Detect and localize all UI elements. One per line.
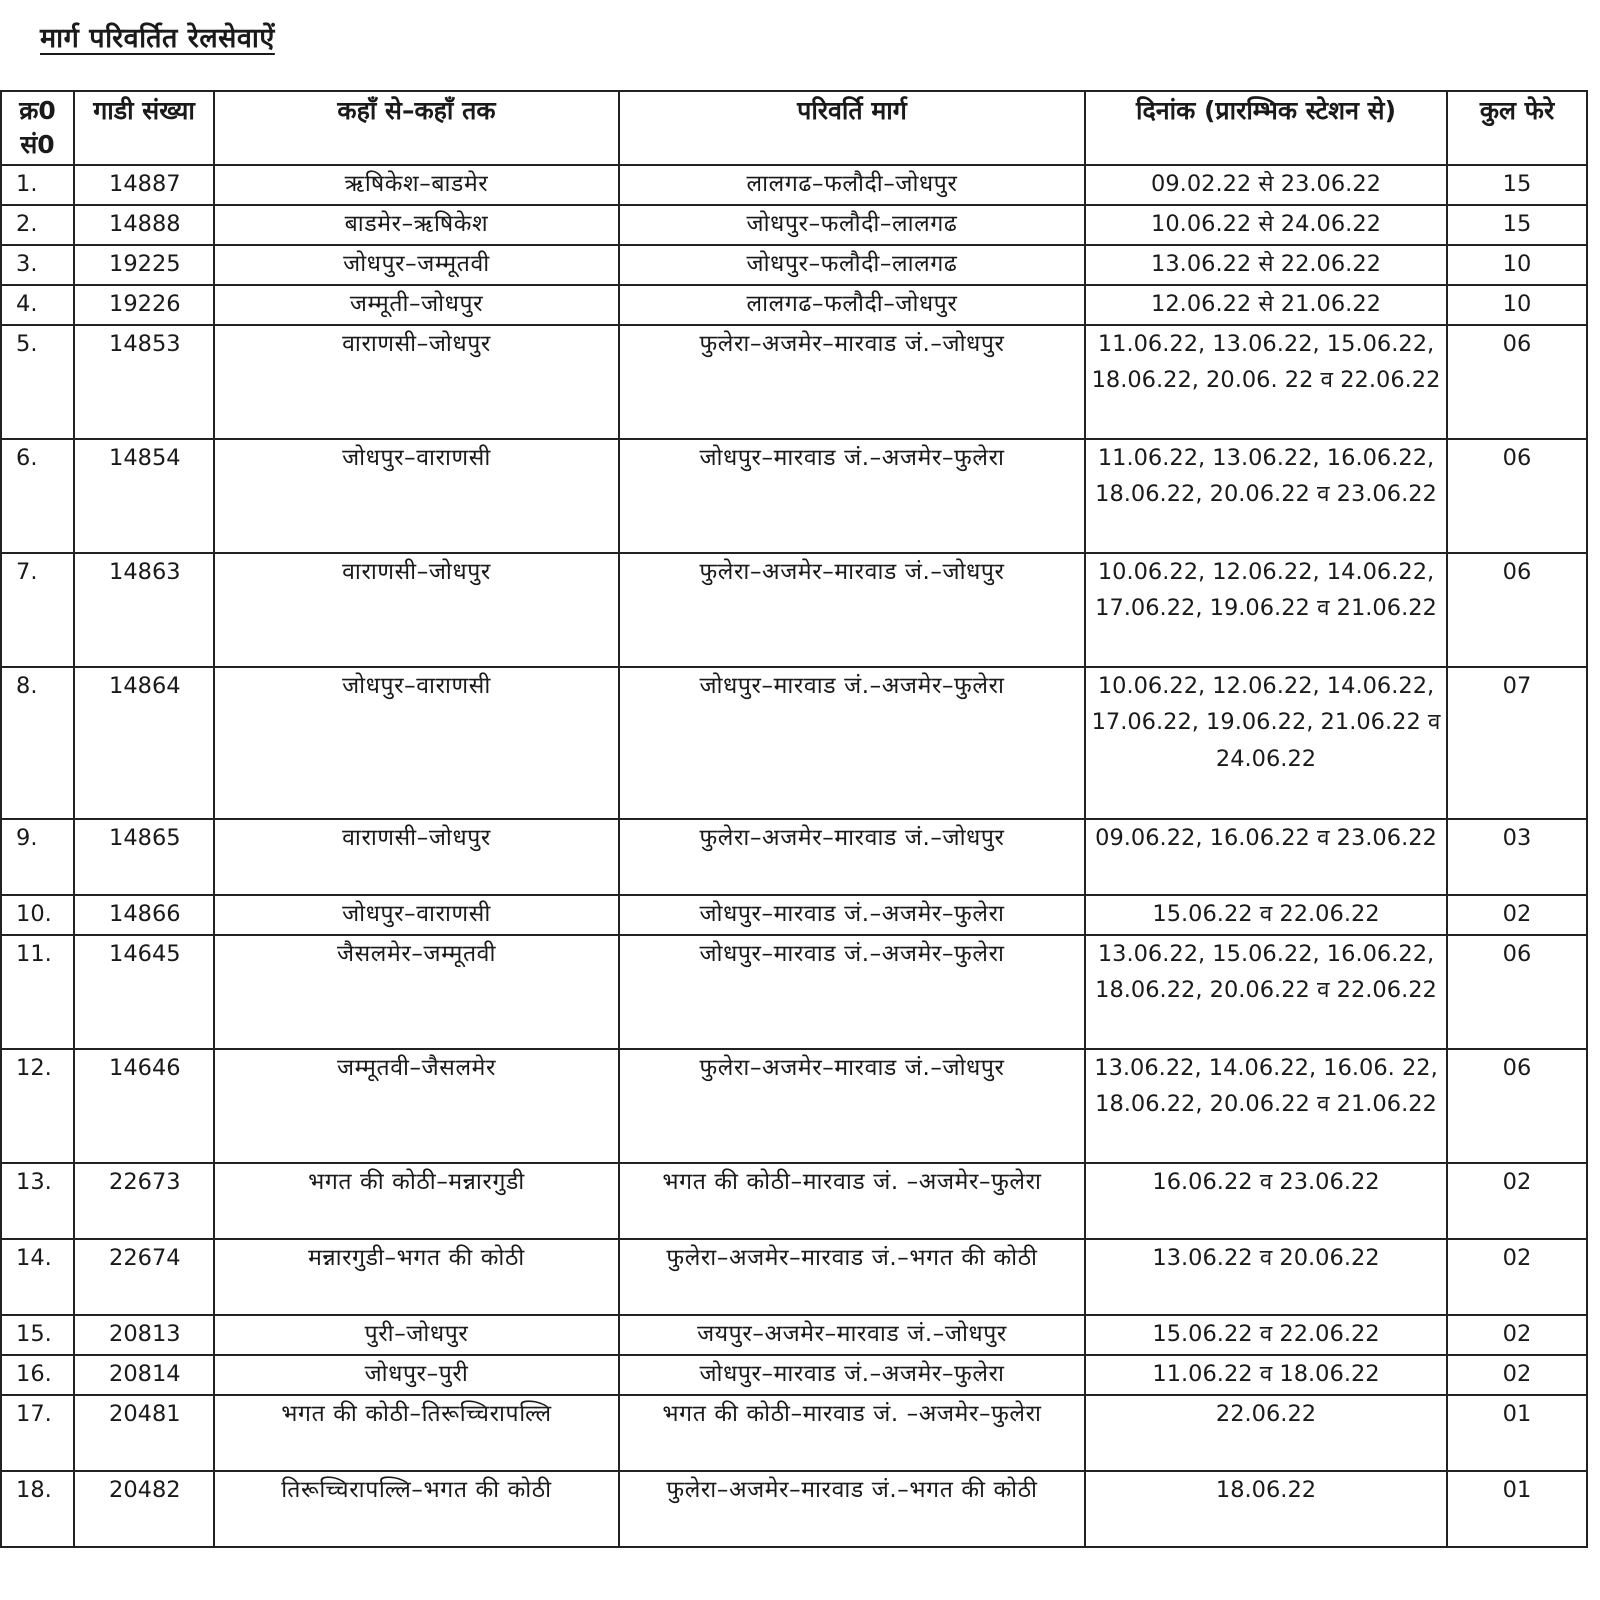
column-header-train-number: गाडी संख्या xyxy=(74,91,214,165)
table-row xyxy=(1,1163,1587,1239)
cell-dates: 16.06.22 व 23.06.22 xyxy=(1085,1163,1447,1239)
cell-route: जोधपुर–पुरी xyxy=(214,1355,619,1395)
table-row xyxy=(1,1315,1587,1355)
cell-route: जोधपुर–वाराणसी xyxy=(214,667,619,819)
cell-route: जैसलमेर–जम्मूतवी xyxy=(214,935,619,1049)
cell-total-trips: 15 xyxy=(1447,205,1587,245)
cell-diverted-route: फुलेरा–अजमेर–मारवाड जं.–भगत की कोठी xyxy=(619,1471,1085,1547)
cell-train-number: 14888 xyxy=(74,205,214,245)
cell-serial-number: 3. xyxy=(1,245,74,285)
cell-total-trips: 06 xyxy=(1447,439,1587,553)
cell-total-trips: 15 xyxy=(1447,165,1587,205)
cell-train-number: 14646 xyxy=(74,1049,214,1163)
column-header-total-trips: कुल फेरे xyxy=(1447,91,1587,165)
cell-dates: 11.06.22, 13.06.22, 16.06.22, 18.06.22, 20.06.22 व 23.06.22 xyxy=(1085,439,1447,553)
cell-serial-number: 10. xyxy=(1,895,74,935)
cell-serial-number: 7. xyxy=(1,553,74,667)
cell-train-number: 22674 xyxy=(74,1239,214,1315)
cell-dates: 11.06.22 व 18.06.22 xyxy=(1085,1355,1447,1395)
cell-route: जोधपुर–वाराणसी xyxy=(214,439,619,553)
cell-train-number: 14853 xyxy=(74,325,214,439)
cell-train-number: 14863 xyxy=(74,553,214,667)
cell-train-number: 14866 xyxy=(74,895,214,935)
cell-train-number: 19226 xyxy=(74,285,214,325)
cell-dates: 15.06.22 व 22.06.22 xyxy=(1085,1315,1447,1355)
cell-serial-number: 5. xyxy=(1,325,74,439)
cell-total-trips: 10 xyxy=(1447,285,1587,325)
cell-serial-number: 18. xyxy=(1,1471,74,1547)
cell-route: वाराणसी–जोधपुर xyxy=(214,325,619,439)
cell-dates: 10.06.22 से 24.06.22 xyxy=(1085,205,1447,245)
table-row xyxy=(1,667,1587,819)
cell-diverted-route: जोधपुर–मारवाड जं.–अजमेर–फुलेरा xyxy=(619,895,1085,935)
cell-route: भगत की कोठी–मन्नारगुडी xyxy=(214,1163,619,1239)
cell-serial-number: 17. xyxy=(1,1395,74,1471)
cell-total-trips: 02 xyxy=(1447,1315,1587,1355)
cell-total-trips: 01 xyxy=(1447,1395,1587,1471)
cell-route: जोधपुर–जम्मूतवी xyxy=(214,245,619,285)
table-row xyxy=(1,895,1587,935)
table-row xyxy=(1,205,1587,245)
cell-route: वाराणसी–जोधपुर xyxy=(214,819,619,895)
cell-dates: 10.06.22, 12.06.22, 14.06.22, 17.06.22, 19.06.22, 21.06.22 व 24.06.22 xyxy=(1085,667,1447,819)
cell-total-trips: 02 xyxy=(1447,1239,1587,1315)
cell-train-number: 14864 xyxy=(74,667,214,819)
table-header-row xyxy=(1,91,1587,165)
table-row xyxy=(1,165,1587,205)
column-header-route: कहाँ से–कहाँ तक xyxy=(214,91,619,165)
cell-dates: 13.06.22 से 22.06.22 xyxy=(1085,245,1447,285)
cell-route: मन्नारगुडी–भगत की कोठी xyxy=(214,1239,619,1315)
cell-train-number: 22673 xyxy=(74,1163,214,1239)
cell-route: पुरी–जोधपुर xyxy=(214,1315,619,1355)
cell-dates: 11.06.22, 13.06.22, 15.06.22, 18.06.22, 20.06. 22 व 22.06.22 xyxy=(1085,325,1447,439)
table-row xyxy=(1,285,1587,325)
cell-diverted-route: जोधपुर–फलौदी–लालगढ xyxy=(619,245,1085,285)
cell-diverted-route: जोधपुर–मारवाड जं.–अजमेर–फुलेरा xyxy=(619,935,1085,1049)
cell-train-number: 14865 xyxy=(74,819,214,895)
cell-route: वाराणसी–जोधपुर xyxy=(214,553,619,667)
cell-diverted-route: जोधपुर–मारवाड जं.–अजमेर–फुलेरा xyxy=(619,439,1085,553)
cell-serial-number: 4. xyxy=(1,285,74,325)
cell-train-number: 20813 xyxy=(74,1315,214,1355)
cell-total-trips: 02 xyxy=(1447,895,1587,935)
cell-dates: 09.02.22 से 23.06.22 xyxy=(1085,165,1447,205)
cell-total-trips: 02 xyxy=(1447,1355,1587,1395)
cell-diverted-route: जोधपुर–मारवाड जं.–अजमेर–फुलेरा xyxy=(619,1355,1085,1395)
cell-total-trips: 06 xyxy=(1447,1049,1587,1163)
table-row xyxy=(1,1049,1587,1163)
cell-train-number: 20814 xyxy=(74,1355,214,1395)
table-row xyxy=(1,1471,1587,1547)
cell-total-trips: 06 xyxy=(1447,935,1587,1049)
cell-serial-number: 2. xyxy=(1,205,74,245)
table-row xyxy=(1,1355,1587,1395)
cell-train-number: 14887 xyxy=(74,165,214,205)
cell-total-trips: 07 xyxy=(1447,667,1587,819)
cell-route: जम्मूती–जोधपुर xyxy=(214,285,619,325)
cell-total-trips: 03 xyxy=(1447,819,1587,895)
table-row xyxy=(1,1395,1587,1471)
cell-total-trips: 06 xyxy=(1447,325,1587,439)
cell-train-number: 20482 xyxy=(74,1471,214,1547)
cell-diverted-route: जोधपुर–मारवाड जं.–अजमेर–फुलेरा xyxy=(619,667,1085,819)
cell-total-trips: 06 xyxy=(1447,553,1587,667)
cell-total-trips: 02 xyxy=(1447,1163,1587,1239)
cell-route: ऋषिकेश–बाडमेर xyxy=(214,165,619,205)
column-header-sno: क्र0 सं0 xyxy=(1,91,74,165)
cell-train-number: 20481 xyxy=(74,1395,214,1471)
cell-dates: 09.06.22, 16.06.22 व 23.06.22 xyxy=(1085,819,1447,895)
cell-dates: 22.06.22 xyxy=(1085,1395,1447,1471)
cell-route: जोधपुर–वाराणसी xyxy=(214,895,619,935)
table-row xyxy=(1,325,1587,439)
cell-diverted-route: लालगढ–फलौदी–जोधपुर xyxy=(619,165,1085,205)
cell-serial-number: 1. xyxy=(1,165,74,205)
table-row xyxy=(1,245,1587,285)
cell-diverted-route: फुलेरा–अजमेर–मारवाड जं.–जोधपुर xyxy=(619,325,1085,439)
cell-dates: 13.06.22, 15.06.22, 16.06.22, 18.06.22, 20.06.22 व 22.06.22 xyxy=(1085,935,1447,1049)
cell-serial-number: 11. xyxy=(1,935,74,1049)
column-header-dates: दिनांक (प्रारम्भिक स्टेशन से) xyxy=(1085,91,1447,165)
cell-serial-number: 6. xyxy=(1,439,74,553)
cell-diverted-route: फुलेरा–अजमेर–मारवाड जं.–जोधपुर xyxy=(619,819,1085,895)
cell-diverted-route: भगत की कोठी–मारवाड जं. –अजमेर–फुलेरा xyxy=(619,1395,1085,1471)
cell-dates: 12.06.22 से 21.06.22 xyxy=(1085,285,1447,325)
cell-dates: 18.06.22 xyxy=(1085,1471,1447,1547)
cell-route: भगत की कोठी–तिरूच्चिरापल्लि xyxy=(214,1395,619,1471)
column-header-diverted-route: परिवर्ति मार्ग xyxy=(619,91,1085,165)
table-row xyxy=(1,439,1587,553)
cell-serial-number: 14. xyxy=(1,1239,74,1315)
cell-route: बाडमेर–ऋषिकेश xyxy=(214,205,619,245)
cell-dates: 15.06.22 व 22.06.22 xyxy=(1085,895,1447,935)
diverted-trains-table xyxy=(0,90,1588,1548)
table-row xyxy=(1,819,1587,895)
cell-serial-number: 12. xyxy=(1,1049,74,1163)
cell-serial-number: 16. xyxy=(1,1355,74,1395)
cell-train-number: 14645 xyxy=(74,935,214,1049)
table-row xyxy=(1,935,1587,1049)
cell-diverted-route: जयपुर–अजमेर–मारवाड जं.–जोधपुर xyxy=(619,1315,1085,1355)
cell-train-number: 19225 xyxy=(74,245,214,285)
cell-diverted-route: फुलेरा–अजमेर–मारवाड जं.–जोधपुर xyxy=(619,553,1085,667)
cell-train-number: 14854 xyxy=(74,439,214,553)
cell-total-trips: 10 xyxy=(1447,245,1587,285)
table-row xyxy=(1,1239,1587,1315)
cell-diverted-route: भगत की कोठी–मारवाड जं. –अजमेर–फुलेरा xyxy=(619,1163,1085,1239)
cell-route: जम्मूतवी–जैसलमेर xyxy=(214,1049,619,1163)
cell-diverted-route: लालगढ–फलौदी–जोधपुर xyxy=(619,285,1085,325)
cell-diverted-route: फुलेरा–अजमेर–मारवाड जं.–जोधपुर xyxy=(619,1049,1085,1163)
cell-serial-number: 8. xyxy=(1,667,74,819)
cell-route: तिरूच्चिरापल्लि–भगत की कोठी xyxy=(214,1471,619,1547)
cell-dates: 13.06.22 व 20.06.22 xyxy=(1085,1239,1447,1315)
cell-diverted-route: फुलेरा–अजमेर–मारवाड जं.–भगत की कोठी xyxy=(619,1239,1085,1315)
cell-serial-number: 13. xyxy=(1,1163,74,1239)
table-row xyxy=(1,553,1587,667)
cell-dates: 10.06.22, 12.06.22, 14.06.22, 17.06.22, 19.06.22 व 21.06.22 xyxy=(1085,553,1447,667)
cell-diverted-route: जोधपुर–फलौदी–लालगढ xyxy=(619,205,1085,245)
cell-serial-number: 15. xyxy=(1,1315,74,1355)
cell-total-trips: 01 xyxy=(1447,1471,1587,1547)
page-title: मार्ग परिवर्तित रेलसेवाऐं xyxy=(40,23,275,54)
cell-dates: 13.06.22, 14.06.22, 16.06. 22, 18.06.22, 20.06.22 व 21.06.22 xyxy=(1085,1049,1447,1163)
cell-serial-number: 9. xyxy=(1,819,74,895)
